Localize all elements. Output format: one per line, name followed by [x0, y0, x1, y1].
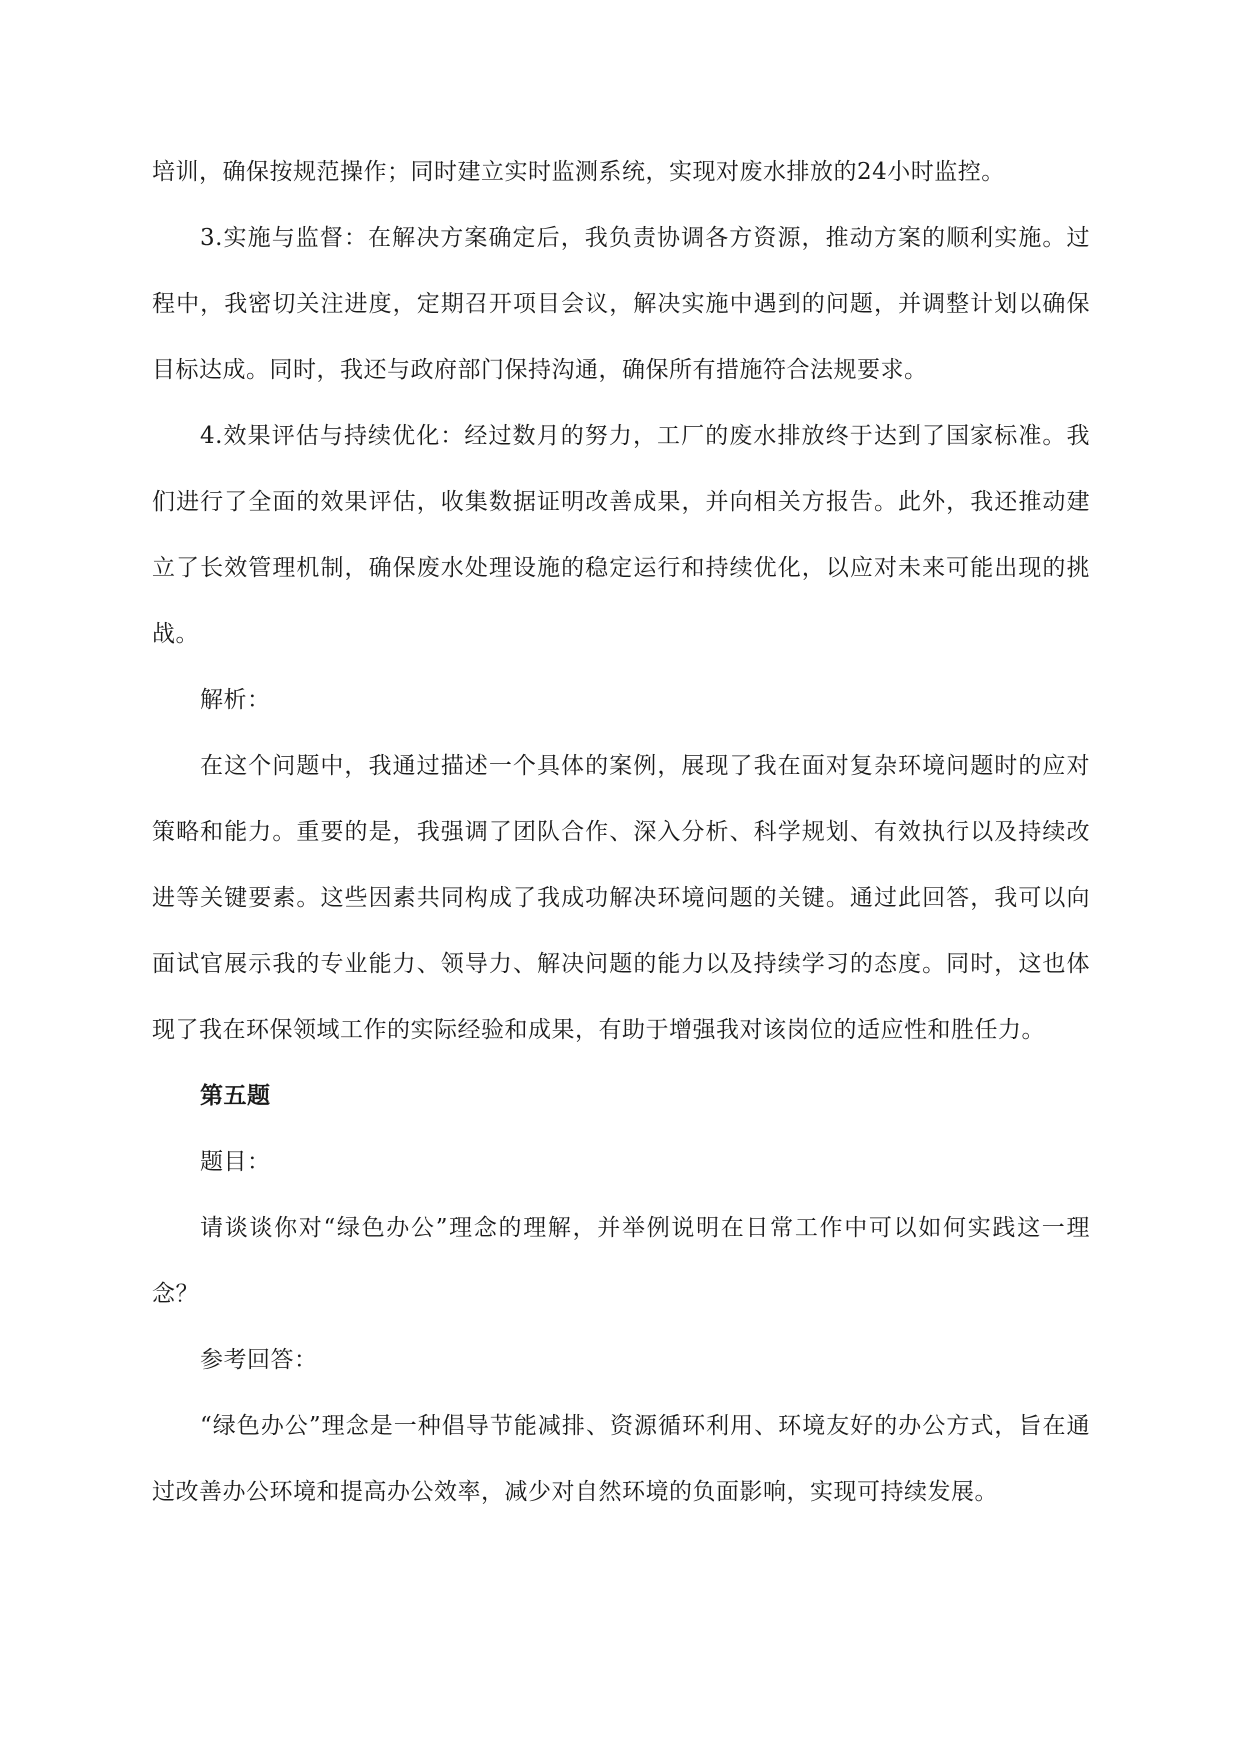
paragraph-implementation: 3.实施与监督：在解决方案确定后，我负责协调各方资源，推动方案的顺利实施。过程中，我密切关注进度，定期召开项目会议，解决实施中遇到的问题，并调整计划以确保目标达成。同时，我还与政府部门保持沟通，确保所有措施符合法规要求。 [152, 225, 1090, 383]
question-heading: 第五题 [200, 1082, 271, 1109]
question-label: 题目： [200, 1149, 271, 1175]
paragraph-question: 请谈谈你对“绿色办公”理念的理解，并举例说明在日常工作中可以如何实践这一理念？ [152, 1215, 1090, 1307]
document-body [152, 139, 1090, 1525]
paragraph-analysis: 在这个问题中，我通过描述一个具体的案例，展现了我在面对复杂环境问题时的应对策略和能力。重要的是，我强调了团队合作、深入分析、科学规划、有效执行以及持续改进等关键要素。这些因素共同构成了我成功解决环境问题的关键。通过此回答，我可以向面试官展示我的专业能力、领导力、解决问题的能力以及持续学习的态度。同时，这也体现了我在环保领域工作的实际经验和成果，有助于增强我对该岗位的适应性和胜任力。 [152, 753, 1090, 1043]
paragraph-answer: “绿色办公”理念是一种倡导节能减排、资源循环利用、环境友好的办公方式，旨在通过改善办公环境和提高办公效率，减少对自然环境的负面影响，实现可持续发展。 [152, 1413, 1090, 1505]
analysis-label: 解析： [200, 687, 271, 713]
reference-answer-label: 参考回答： [200, 1347, 318, 1373]
paragraph-continuation: 培训，确保按规范操作；同时建立实时监测系统，实现对废水排放的24小时监控。 [152, 159, 1005, 185]
paragraph-evaluation: 4.效果评估与持续优化：经过数月的努力，工厂的废水排放终于达到了国家标准。我们进行了全面的效果评估，收集数据证明改善成果，并向相关方报告。此外，我还推动建立了长效管理机制，确保废水处理设施的稳定运行和持续优化，以应对未来可能出现的挑战。 [152, 423, 1090, 647]
